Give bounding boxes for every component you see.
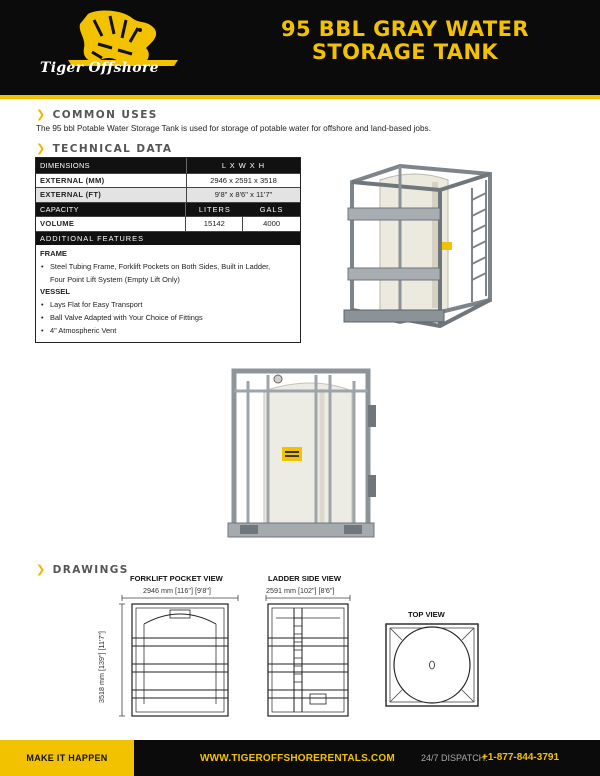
dimensions-header: L X W X H (221, 160, 266, 170)
list-item: Four Point Lift System (Empty Lift Only) (50, 274, 180, 284)
height-dim: 3518 mm [139"] [11'7"] (97, 631, 106, 703)
technical-data-table (35, 157, 301, 343)
row-label: EXTERNAL (FT) (36, 188, 187, 202)
tiger-logo (28, 8, 198, 88)
volume-gals: 4000 (263, 219, 281, 229)
ladder-view-label: LADDER SIDE VIEW (268, 574, 341, 583)
table-row (36, 216, 300, 231)
capacity-label: CAPACITY (36, 203, 186, 217)
title-line-1: 95 BBL GRAY WATER (281, 17, 529, 41)
forklift-width-dim: 2946 mm [116"] [9'8"] (143, 586, 211, 595)
row-value: 2946 x 2591 x 3518 (210, 175, 277, 185)
dispatch-label: 24/7 DISPATCH: (421, 753, 488, 763)
page-title (230, 18, 580, 64)
table-row (36, 158, 300, 173)
tank-photo-front (222, 365, 382, 543)
frame-label: FRAME (40, 249, 67, 258)
list-item: • Ball Valve Adapted with Your Choice of Fittings (40, 312, 296, 325)
chevron-right-icon: ❯ (36, 563, 47, 576)
volume-liters: 15142 (186, 217, 243, 231)
header-accent-stripe (0, 95, 600, 99)
forklift-view-drawing (118, 594, 242, 720)
common-uses-heading: ❯ COMMON USES (36, 108, 158, 121)
ladder-width-dim: 2591 mm [102"] [8'6"] (266, 586, 335, 595)
technical-data-heading: ❯ TECHNICAL DATA (36, 142, 173, 155)
page-header (0, 0, 600, 95)
row-label: EXTERNAL (MM) (36, 174, 187, 188)
common-uses-text: The 95 bbl Potable Water Storage Tank is used for storage of potable water for offshore and land-based jobs. (36, 124, 431, 133)
volume-label: VOLUME (36, 217, 186, 231)
title-line-2: STORAGE TANK (311, 40, 499, 64)
table-row (36, 173, 300, 188)
logo-wordmark: Tiger Offshore (40, 60, 159, 76)
list-item: • Steel Tubing Frame, Forklift Pockets on Both Sides, Built in Ladder, (40, 261, 296, 274)
tank-photo-angled (340, 160, 502, 332)
ladder-view-drawing (262, 594, 354, 720)
table-row (36, 187, 300, 202)
list-item: • Lays Flat for Easy Transport (40, 299, 296, 312)
page-footer (0, 740, 600, 776)
additional-features-header: ADDITIONAL FEATURES (36, 231, 300, 246)
dispatch-phone[interactable]: +1-877-844-3791 (482, 752, 560, 763)
make-it-happen-button[interactable]: MAKE IT HAPPEN (0, 740, 134, 776)
chevron-right-icon: ❯ (36, 142, 47, 155)
vessel-label: VESSEL (40, 287, 70, 297)
list-item: • 4" Atmospheric Vent (40, 325, 296, 338)
website-link[interactable]: WWW.TIGEROFFSHORERENTALS.COM (200, 753, 395, 764)
top-view-label: TOP VIEW (408, 610, 445, 619)
features-body (36, 245, 300, 342)
dimensions-label: DIMENSIONS (36, 158, 187, 173)
table-row (36, 202, 300, 217)
liters-header: LITERS (198, 204, 231, 214)
row-value: 9'8" x 8'6" x 11'7" (214, 190, 273, 200)
gals-header: GALS (259, 204, 284, 214)
drawings-heading: ❯ DRAWINGS (36, 563, 129, 576)
chevron-right-icon: ❯ (36, 108, 47, 121)
forklift-view-label: FORKLIFT POCKET VIEW (130, 574, 223, 583)
top-view-drawing (384, 622, 480, 708)
